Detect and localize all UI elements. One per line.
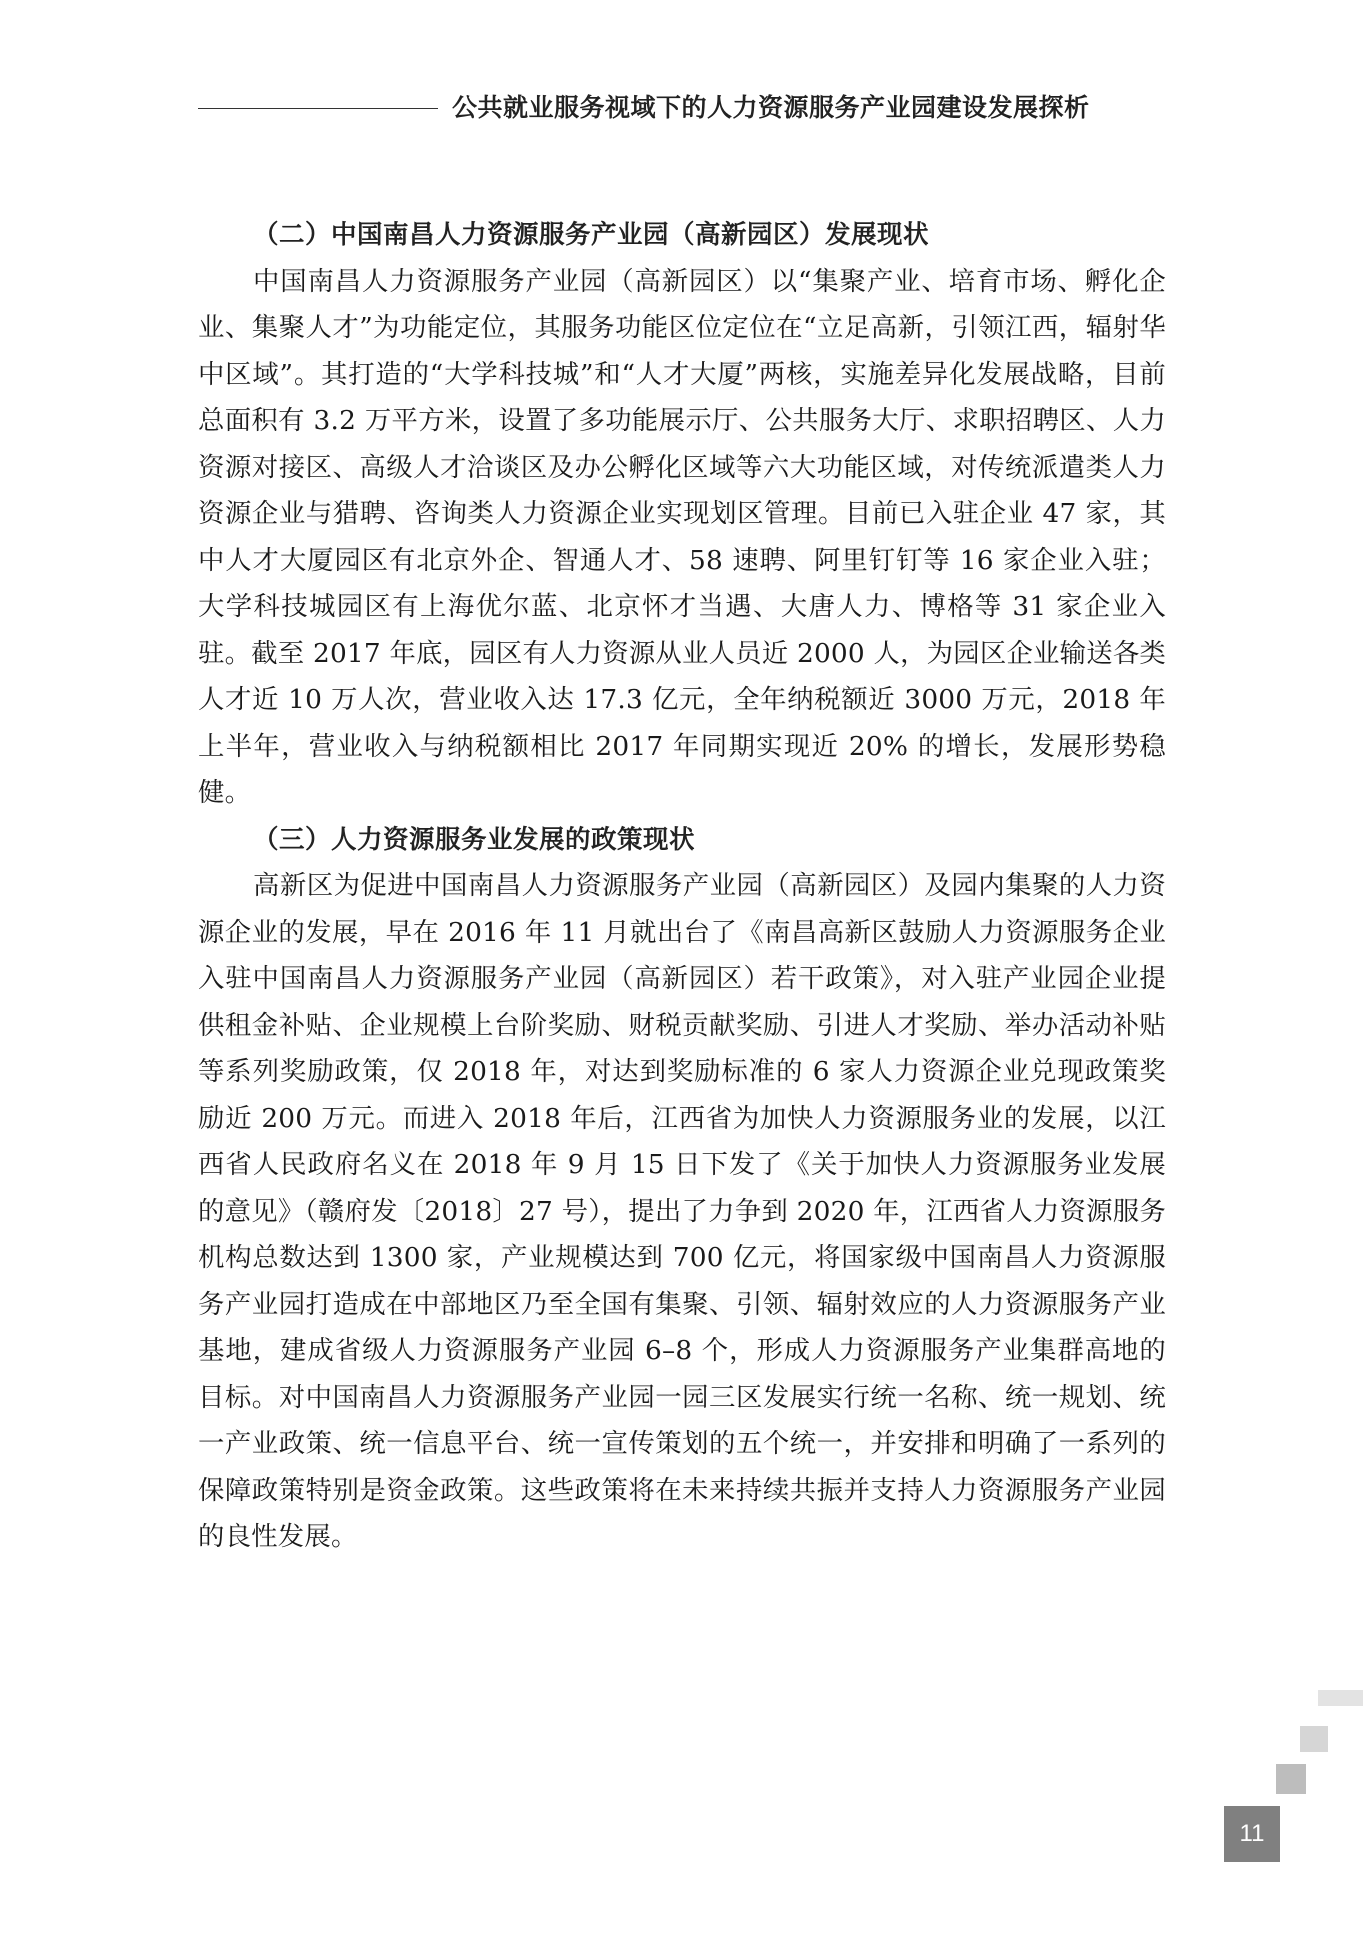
header-rule [198,108,438,109]
running-header-title: 公共就业服务视域下的人力资源服务产业园建设发展探析 [452,93,1090,122]
decorative-square [1300,1726,1328,1752]
section-heading-3: （三）人力资源服务业发展的政策现状 [253,824,696,855]
decorative-square [1318,1690,1363,1706]
page-number-badge [1224,1806,1280,1862]
main-content [198,212,1166,1561]
page-number: 11 [1239,1820,1265,1847]
section-2-paragraph: 中国南昌人力资源服务产业园（高新园区）以“集聚产业、培育市场、孵化企业、集聚人才”为功能定位，其服务功能区位定位在“立足高新，引领江西，辐射华中区域”。其打造的“大学科技城”和“人才大厦”两核，实施差异化发展战略，目前总面积有 3.2 万平方米，设置了多功能展示厅、公共服务大厅、求职招聘区、人力资源对接区、高级人才洽谈区及办公孵化区域等六大功能区域，对传统派遣类人力资源企业与猎聘、咨询类人力资源企业实现划区管理。目前已入驻企业 47 家，其中人才大厦园区有北京外企、智通人才、58 速聘、阿里钉钉等 16 家企业入驻；大学科技城园区有上海优尔蓝、北京怀才当遇、大唐人力、博格等 31 家企业入驻。截至 2017 年底，园区有人力资源从业人员近 2000 人，为园区企业输送各类人才近 10 万人次，营业收入达 17.3 亿元，全年纳税额近 3000 万元，2018 年上半年，营业收入与纳税额相比 2017 年同期实现近 20% 的增长，发展形势稳健。 [198,265,1166,808]
section-3-paragraph: 高新区为促进中国南昌人力资源服务产业园（高新园区）及园内集聚的人力资源企业的发展，早在 2016 年 11 月就出台了《南昌高新区鼓励人力资源服务企业入驻中国南昌人力资源服务产业园（高新园区）若干政策》，对入驻产业园企业提供租金补贴、企业规模上台阶奖励、财税贡献奖励、引进人才奖励、举办活动补贴等系列奖励政策，仅 2018 年，对达到奖励标准的 6 家人力资源企业兑现政策奖励近 200 万元。而进入 2018 年后，江西省为加快人力资源服务业的发展，以江西省人民政府名义在 2018 年 9 月 15 日下发了《关于加快人力资源服务业发展的意见》（赣府发〔2018〕27 号），提出了力争到 2020 年，江西省人力资源服务机构总数达到 1300 家，产业规模达到 700 亿元，将国家级中国南昌人力资源服务产业园打造成在中部地区乃至全国有集聚、引领、辐射效应的人力资源服务产业基地，建成省级人力资源服务产业园 6–8 个，形成人力资源服务产业集群高地的目标。对中国南昌人力资源服务产业园一园三区发展实行统一名称、统一规划、统一产业政策、统一信息平台、统一宣传策划的五个统一，并安排和明确了一系列的保障政策特别是资金政策。这些政策将在未来持续共振并支持人力资源服务产业园的良性发展。 [198,870,1166,1552]
decorative-square [1276,1764,1306,1794]
section-heading-2: （二）中国南昌人力资源服务产业园（高新园区）发展现状 [253,220,930,250]
